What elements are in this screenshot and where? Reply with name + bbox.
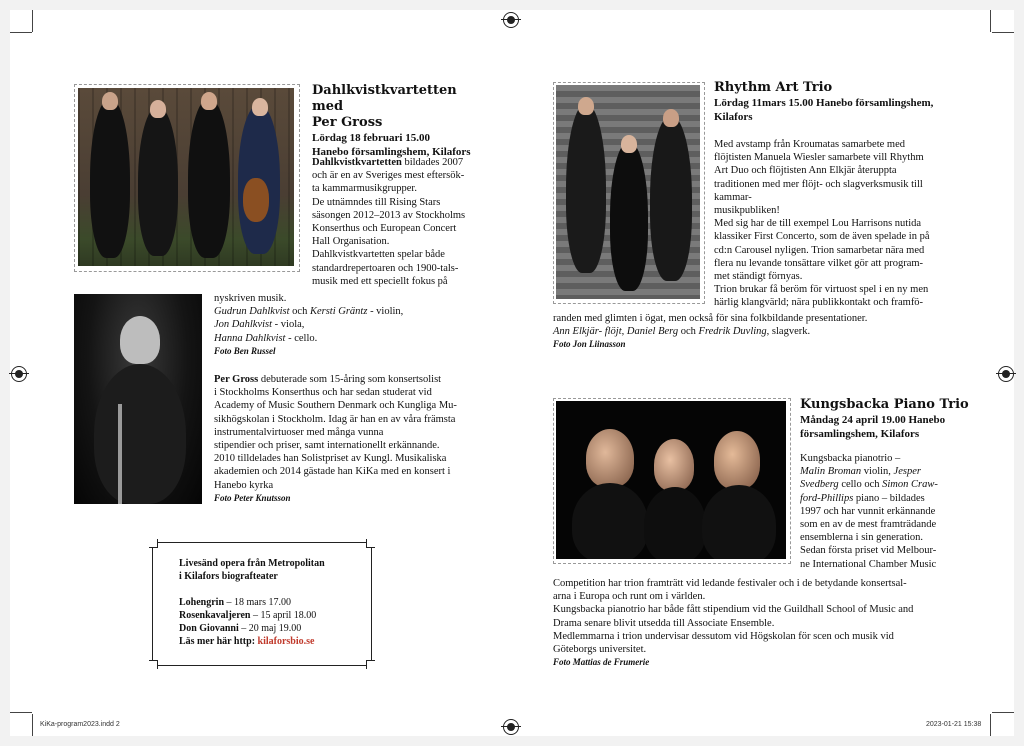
crop-mark [10, 32, 32, 33]
article-body-continued: nyskriven musik. Gudrun Dahlkvist och Kersti Gräntz - violin, Jon Dahlkvist - viola, Hanna Dahlkvist - cello. Foto Ben Russel [214, 292, 494, 358]
musician-figure [650, 115, 692, 281]
footer-timestamp: 2023-01-21 15:38 [926, 721, 982, 728]
opera-item: Don Giovanni – 20 maj 19.00 [179, 623, 302, 634]
event-venue: Kilafors [714, 111, 753, 123]
musician-face [663, 109, 679, 127]
crop-mark [32, 10, 33, 32]
cello-shape [243, 178, 269, 222]
clarinet-shape [118, 404, 122, 504]
registration-mark-icon [503, 12, 519, 28]
photo-credit: Foto Mattias de Frumerie [553, 657, 650, 668]
crop-mark [10, 712, 32, 713]
event-date: Måndag 24 april 19.00 Hanebo [800, 414, 946, 426]
crop-mark [992, 32, 1014, 33]
musician-figure [572, 483, 648, 559]
article-body-continued: Competition har trion framträtt vid ledande festivaler och i de betydande konsertsal- arna i Europa och runt om i världen. Kungsbacka pianotrio har både fått stipendium vid the Guildhall School of Music and Drama senare blivit utsedda till Associate Ensemble. Medlemmarna i trion undervisar dessutom vid Högskolan för scen och musik vid Göteborgs universitet. Foto Mattias de Frumerie [553, 577, 983, 669]
photo-credit: Foto Ben Russel [214, 345, 276, 356]
musician-face [621, 135, 637, 153]
article-body: Per Gross debuterade som 15-åring som konsertsolist i Stockholms Konserthus och har sedan studerat vid Academy of Music Southern Denmark och Kungliga Mu- sikhögskolan i Stockholm. Idag är han en av våra främsta instrumentalvirtuoser med många vunna stipendier och priser, samt internationellt erkännande. 2010 tilldelades han Solistpriset av Kungl. Musikaliska akademien och 2014 gästade han KiKa med en konsert i Hanebo kyrka Foto Peter Knutsson [214, 373, 494, 505]
registration-mark-icon [998, 366, 1014, 382]
photo-credit: Foto Jon Liinasson [553, 339, 626, 349]
kungsbacka-piano-trio-photo [556, 401, 786, 559]
article-body-continued: randen med glimten i ögat, men också för sina folkbildande presentationer. Ann Elkjär- flöjt, Daniel Berg och Fredrik Duvling, slagverk. Foto Jon Liinasson [553, 312, 973, 351]
musician-face [586, 429, 634, 487]
footer-filename: KiKa-program2023.indd 2 [40, 721, 120, 728]
portrait-body [94, 364, 186, 504]
event-date: Lördag 11mars 15.00 Hanebo församlingshem, [714, 97, 934, 109]
article-body: Dahlkvistkvartetten bildades 2007 och är en av Sveriges mest eftersök- ta kammarmusikgrupper. De utnämndes till Rising Stars säsongen 2012–2013 av Stockholms Konserthus och European Concert Hall Organisation. Dahlkvistkvartetten spelar både standardrepertoaren och 1900-tals- musik med ett speciellt fokus på [312, 157, 466, 287]
article-title: Dahlkvistkvartetten med Per Gross [312, 83, 457, 130]
kilaforsbio-link[interactable]: kilaforsbio.se [257, 636, 315, 647]
event-venue: församlingshem, Kilafors [800, 428, 920, 440]
musician-figure [138, 106, 178, 256]
rhythm-art-trio-photo [556, 85, 700, 299]
musician-face [201, 92, 217, 110]
event-date: Lördag 18 februari 15.00 [312, 132, 430, 144]
musician-face [654, 439, 694, 491]
musician-face [578, 97, 594, 115]
box-title: Livesänd opera från Metropolitan i Kilafors biografteater [179, 558, 325, 582]
article-body: Kungsbacka pianotrio – Malin Broman violin, Jesper Svedberg cello och Simon Craw- ford-Phillips piano – bildades 1997 och har vunnit erkännande som en av de mest framträdande ensemblerna i sin generation. Sedan första priset vid Melbour- ne International Chamber Music [800, 453, 938, 570]
lead-text: Dahlkvistkvartetten [312, 157, 402, 168]
article-body: Med avstamp från Kroumatas samarbete med flöjtisten Manuela Wiesler samarbete vill Rhythm Art Duo och flöjtisten Ann Elkjär återuppta traditionen med mer flöjt- och slagverksmusik till kammar- musikpubliken! Med sig har de till exempel Lou Harrisons nutida klassiker First Concerto, som de även spelade in på cd:n Carousel nyligen. Trion samarbetar nära med flera nu levande tonsättare vilket gör att program- met ständigt förnyas. Trion brukar få beröm för virtuost spel i en ny men härlig klangvärld; nära publikkontakt och framfö- [714, 139, 930, 309]
registration-mark-icon [11, 366, 27, 382]
musician-figure [610, 141, 648, 291]
musician-face [150, 100, 166, 118]
musician-face [714, 431, 760, 489]
musician-face [102, 92, 118, 110]
musician-figure [188, 98, 230, 258]
musician-figure [702, 485, 776, 559]
spread-page [10, 10, 1014, 736]
per-gross-photo [74, 294, 202, 504]
crop-mark [990, 10, 991, 32]
crop-mark [32, 714, 33, 736]
crop-mark [992, 712, 1014, 713]
opera-item: Rosenkavaljeren – 15 april 18.00 [179, 610, 317, 621]
photo-credit: Foto Peter Knutsson [214, 492, 291, 503]
musician-figure [644, 487, 706, 559]
article-title: Rhythm Art Trio [714, 80, 833, 95]
lead-text: Per Gross [214, 374, 259, 385]
event-venue: Hanebo församlingshem, Kilafors [312, 146, 471, 158]
registration-mark-icon [503, 719, 519, 735]
crop-mark [990, 714, 991, 736]
musician-face [252, 98, 268, 116]
portrait-face [120, 316, 160, 364]
musician-figure [90, 98, 130, 258]
musician-figure [566, 103, 606, 273]
opera-item: Lohengrin – 18 mars 17.00 [179, 597, 291, 608]
article-title: Kungsbacka Piano Trio [800, 397, 969, 412]
quartet-photo [78, 88, 294, 266]
opera-box: Livesänd opera från Metropolitan i Kilafors biografteater Lohengrin – 18 mars 17.00 Rosenkavaljeren – 15 april 18.00 Don Giovanni – 20 maj 19.00 Läs mer här http: kilaforsbio.se [152, 542, 372, 666]
